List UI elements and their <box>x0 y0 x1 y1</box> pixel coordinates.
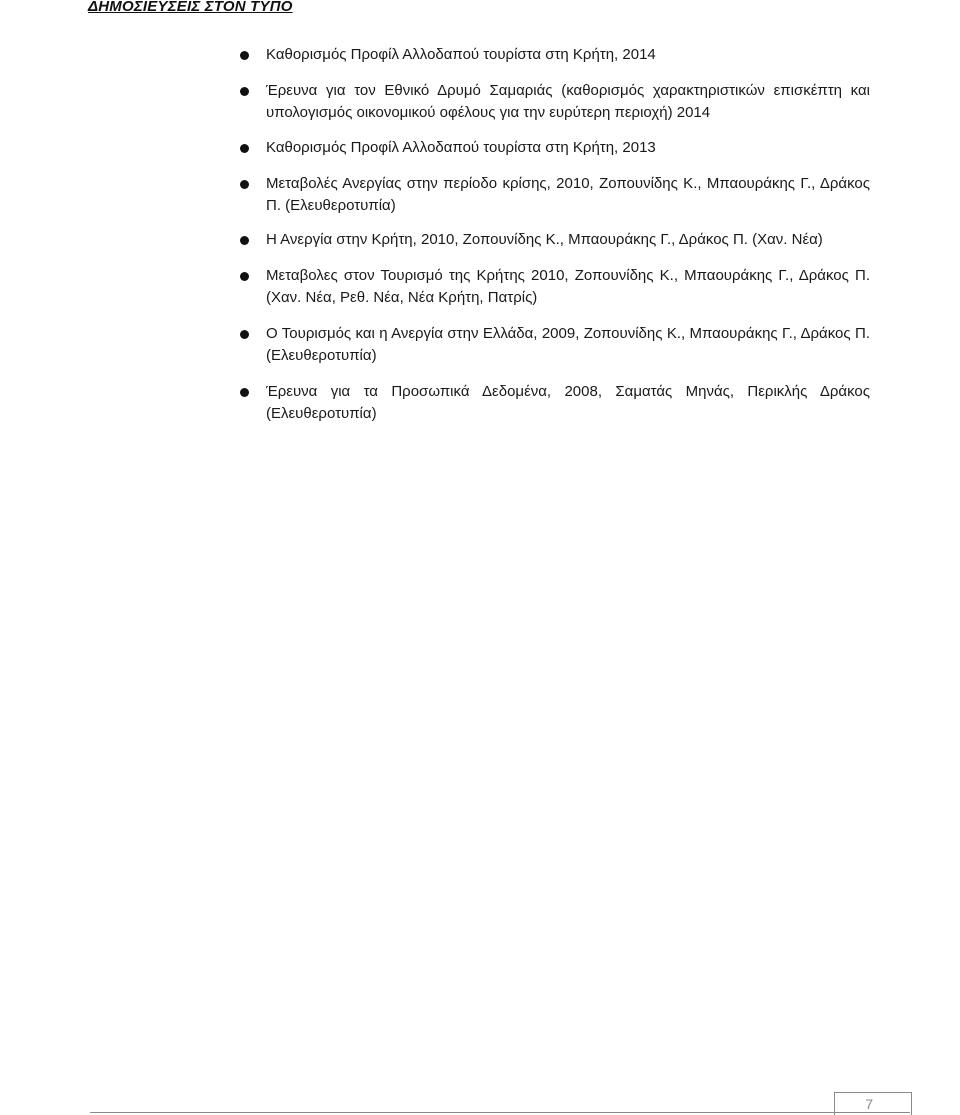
bullet-icon <box>240 144 249 153</box>
bullet-icon <box>240 272 249 281</box>
publication-text: Καθορισμός Προφίλ Αλλοδαπού τουρίστα στη Κρήτη, 2013 <box>266 139 656 156</box>
publication-text: Μεταβολές Ανεργίας στην περίοδο κρίσης, 2010, Ζοπουνίδης Κ., Μπαουράκης Γ., Δράκος Π. (Ελευθεροτυπία) <box>266 175 870 214</box>
bullet-icon <box>240 180 249 189</box>
publication-text: Καθορισμός Προφίλ Αλλοδαπού τουρίστα στη Κρήτη, 2014 <box>266 46 656 63</box>
bullet-icon <box>240 236 249 245</box>
publication-text: Η Ανεργία στην Κρήτη, 2010, Ζοπουνίδης Κ., Μπαουράκης Γ., Δράκος Π. (Χαν. Νέα) <box>266 231 823 248</box>
publication-text: Έρευνα για τα Προσωπικά Δεδομένα, 2008, Σαματάς Μηνάς, Περικλής Δράκος (Ελευθεροτυπία) <box>266 383 870 422</box>
bullet-icon <box>240 330 249 339</box>
bullet-icon <box>240 87 249 96</box>
publication-text: Ο Τουρισμός και η Ανεργία στην Ελλάδα, 2009, Ζοπουνίδης Κ., Μπαουράκης Γ., Δράκος Π. (Ελευθεροτυπία) <box>266 325 870 364</box>
publication-text: Μεταβολες στον Τουρισμό της Κρήτης 2010, Ζοπουνίδης Κ., Μπαουράκης Γ., Δράκος Π. (Χαν. Νέα, Ρεθ. Νέα, Νέα Κρήτη, Πατρίς) <box>266 267 870 306</box>
publication-text: Έρευνα για τον Εθνικό Δρυμό Σαμαριάς (καθορισμός χαρακτηριστικών επισκέπτη και υπολογισμός οικονομικού οφέλους για την ευρύτερη περιοχή) 2014 <box>266 82 870 121</box>
page-number: 7 <box>865 1096 873 1112</box>
bullet-icon <box>240 51 249 60</box>
footer-divider <box>90 1112 910 1113</box>
bullet-icon <box>240 388 249 397</box>
page-heading: ΔΗΜΟΣΙΕΥΣΕΙΣ ΣΤΟΝ ΤΥΠΟ <box>88 0 293 15</box>
